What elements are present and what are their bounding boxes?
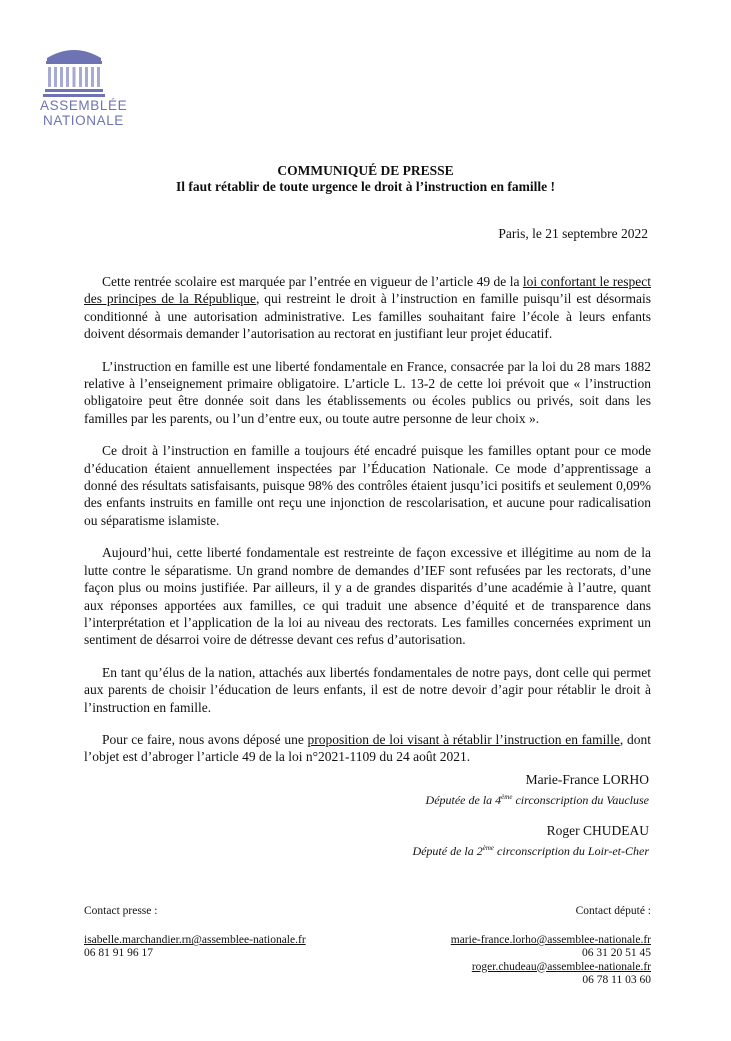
press-contact-heading: Contact presse : xyxy=(84,905,158,917)
signer-role: Député de la 2ème circonscription du Loir-et-Cher xyxy=(412,843,649,858)
loi-confortant-link[interactable]: loi confortant le respect des principes de la République xyxy=(84,274,651,307)
deputy-contact xyxy=(451,905,651,987)
paragraph-3: Ce droit à l’instruction en famille a toujours été encadré puisque les familles optant pour ce mode d’éducation étaient annuellement inspectées par l’Éducation Nationale. Ce mode d’apprentissage a donné des résultats satisfaisants, puisque 98% des contrôles étaient jusqu’ici positifs et seulement 0,09% des enfants instruits en famille ont reçu une injonction de rescolarisation, et aucune pour radicalisation ou séparatisme islamiste. xyxy=(84,443,651,528)
signatories xyxy=(412,771,649,873)
paragraph-6-text-after: , dont l’objet est d’abroger l’article 49 de la loi n°2021-1109 du 24 août 2021. xyxy=(84,731,651,765)
lorho-email-link[interactable]: marie-france.lorho@assemblee-nationale.fr xyxy=(450,934,651,947)
chudeau-email-link[interactable]: roger.chudeau@assemblee-nationale.fr xyxy=(471,960,651,973)
lorho-phone: 06 31 20 51 45 xyxy=(582,947,651,960)
paragraph-6 xyxy=(84,731,651,766)
signer-chudeau xyxy=(412,822,649,860)
dateline: Paris, le 21 septembre 2022 xyxy=(498,226,648,241)
deputy-contact-heading: Contact député : xyxy=(575,905,651,917)
press-release-body xyxy=(84,273,651,781)
proposition-de-loi-link[interactable]: proposition de loi visant à rétablir l’instruction en famille xyxy=(307,731,620,747)
press-contact xyxy=(84,905,306,961)
paragraph-6-text-before: Pour ce faire, nous avons déposé une xyxy=(102,731,308,747)
press-email-link[interactable]: isabelle.marchandier.rn@assemblee-nationale.fr xyxy=(84,934,306,947)
signer-lorho xyxy=(412,771,649,809)
paragraph-1 xyxy=(84,273,651,343)
signer-role: Députée de la 4ème circonscription du Vaucluse xyxy=(425,792,649,807)
paragraph-5: En tant qu’élus de la nation, attachés aux libertés fondamentales de notre pays, dont celle qui permet aux parents de choisir l’éducation de leurs enfants, il est de notre devoir d’agir pour rétablir le droit à l’instruction en famille. xyxy=(84,664,651,715)
paragraph-4: Aujourd’hui, cette liberté fondamentale est restreinte de façon excessive et illégitime au nom de la lutte contre le séparatisme. Un grand nombre de demandes d’IEF sont refusées par les rectorats, d’une façon plus ou moins justifiée. Par ailleurs, il y a de grandes disparités d’une académie à l’autre, quant aux réponses apportées aux familles, ce qui traduit une absence d’équité et de transparence dans l’interprétation et l’application de la loi au niveau des rectorats. Les familles concernées expriment un sentiment de désarroi voire de détresse devant ces refus d’autorisation. xyxy=(84,545,651,648)
signer-name: Roger CHUDEAU xyxy=(546,823,649,838)
signer-name: Marie-France LORHO xyxy=(525,772,649,787)
hemicycle-building-icon xyxy=(43,46,105,98)
press-release-header xyxy=(0,163,731,195)
press-phone: 06 81 91 96 17 xyxy=(84,947,153,960)
paragraph-1-text-before: Cette rentrée scolaire est marquée par l’entrée en vigueur de l’article 49 de la xyxy=(102,274,523,289)
paragraph-1-text-after: , qui restreint le droit à l’instruction en famille puisqu’il est désormais conditionné à une autorisation administrative. Les familles souhaitant faire l’école à leurs enfants doivent désormais demander l’autorisation au rectorat en justifiant leur projet éducatif. xyxy=(84,291,651,342)
chudeau-phone: 06 78 11 03 60 xyxy=(582,973,651,986)
document-subtitle: Il faut rétablir de toute urgence le droit à l’instruction en famille ! xyxy=(176,179,555,194)
paragraph-2: L’instruction en famille est une liberté fondamentale en France, consacrée par la loi du 28 mars 1882 relative à l’enseignement primaire obligatoire. L’article L. 13-2 de cette loi prévoit que « l’instruction obligatoire peut être donnée soit dans les établissements ou écoles publics ou privés, soit dans les familles par les parents, ou l’un d’entre eux, ou toute autre personne de leur choix ». xyxy=(84,358,651,426)
document-title: COMMUNIQUÉ DE PRESSE xyxy=(277,163,454,178)
logo-line-2: NATIONALE xyxy=(43,113,124,128)
logo-line-1: ASSEMBLÉE xyxy=(40,98,128,113)
logo-wordmark xyxy=(40,98,152,128)
